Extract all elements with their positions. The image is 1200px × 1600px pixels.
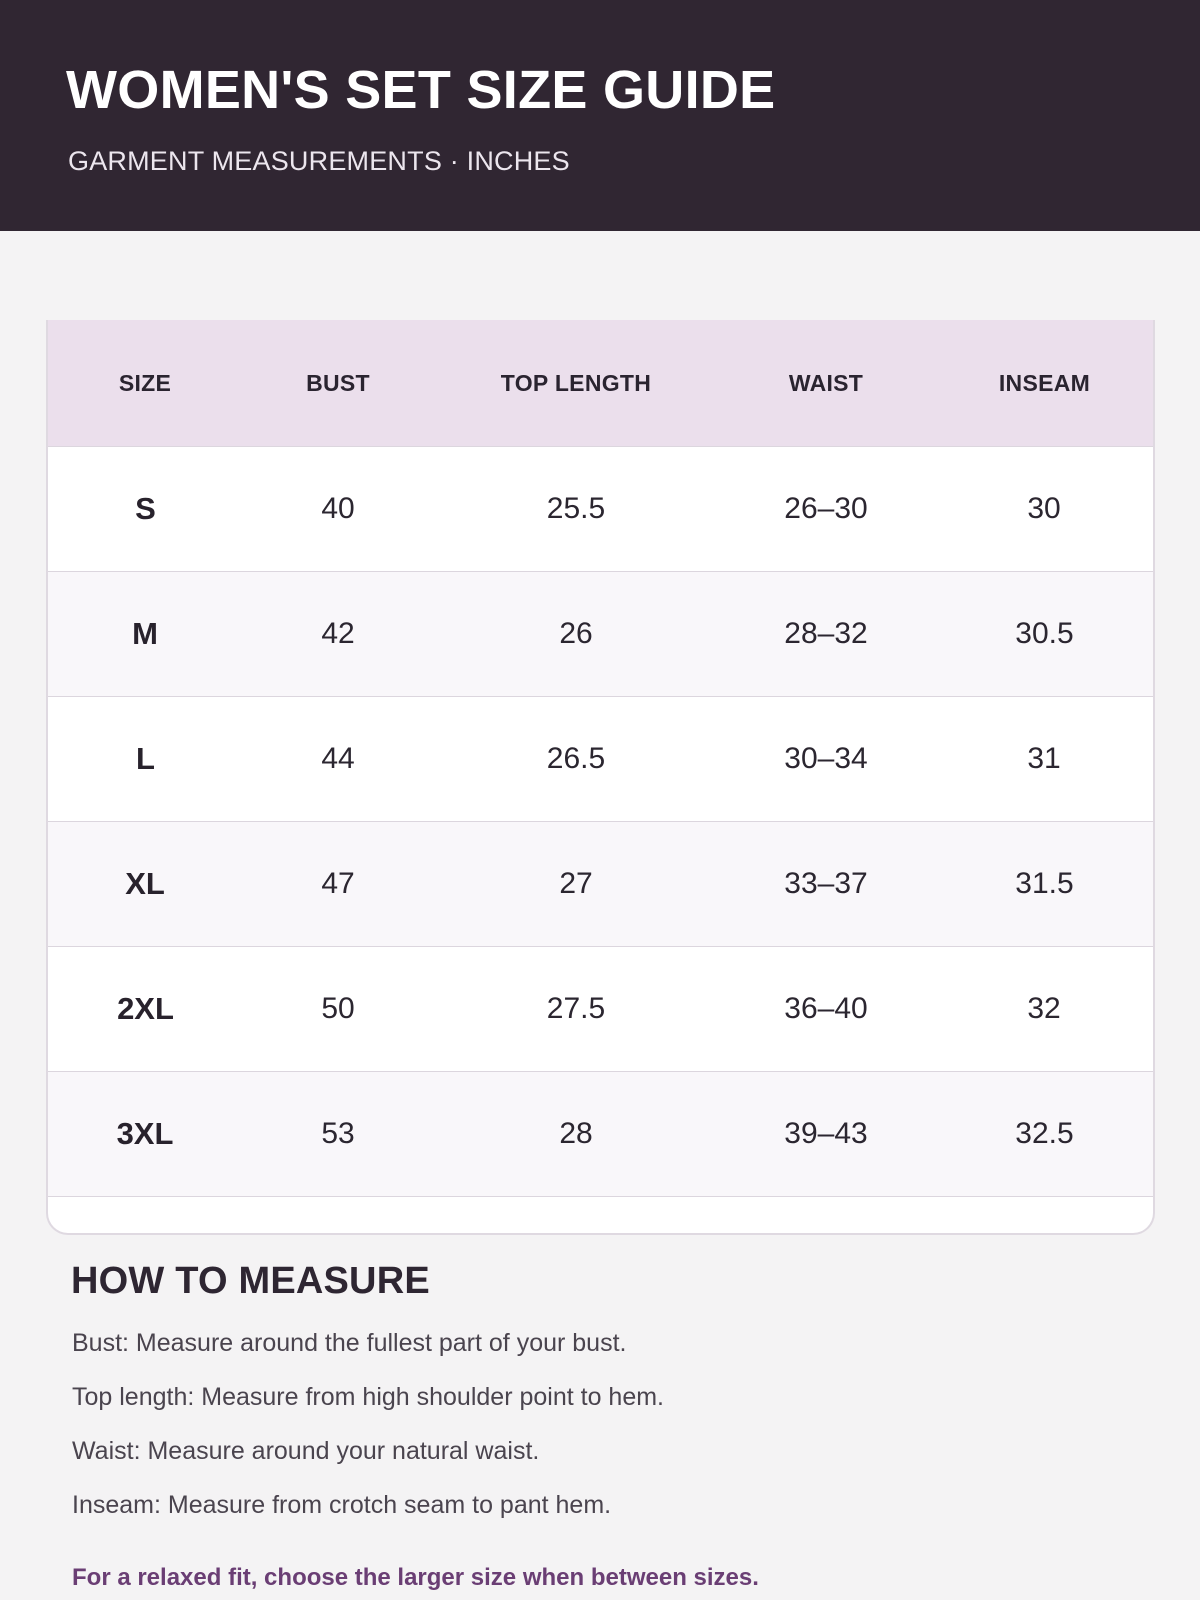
size-cell: L — [47, 697, 243, 822]
table-row — [47, 447, 1155, 572]
how-to-measure-title: HOW TO MEASURE — [71, 1260, 430, 1302]
page-header — [0, 0, 1200, 231]
table-row — [47, 572, 1155, 697]
page-subtitle: GARMENT MEASUREMENTS · INCHES — [68, 146, 570, 176]
bust-cell: 47 — [243, 822, 433, 947]
size-table-card — [46, 320, 1155, 1235]
inseam-cell: 32.5 — [933, 1072, 1155, 1197]
column-header-top-length: TOP LENGTH — [433, 320, 719, 447]
list-item: Bust: Measure around the fullest part of your bust. — [72, 1329, 627, 1357]
table-row — [47, 822, 1155, 947]
column-header-size: SIZE — [47, 320, 243, 447]
table-row — [47, 947, 1155, 1072]
fit-note: For a relaxed fit, choose the larger size when between sizes. — [72, 1564, 759, 1591]
top-length-cell: 26 — [433, 572, 719, 697]
inseam-cell: 32 — [933, 947, 1155, 1072]
size-table — [46, 320, 1155, 1197]
waist-cell: 28–32 — [719, 572, 933, 697]
bust-cell: 44 — [243, 697, 433, 822]
inseam-cell: 30.5 — [933, 572, 1155, 697]
column-header-bust: BUST — [243, 320, 433, 447]
bust-cell: 53 — [243, 1072, 433, 1197]
waist-cell: 30–34 — [719, 697, 933, 822]
column-header-inseam: INSEAM — [933, 320, 1155, 447]
inseam-cell: 31.5 — [933, 822, 1155, 947]
top-length-cell: 25.5 — [433, 447, 719, 572]
size-cell: XL — [47, 822, 243, 947]
waist-cell: 33–37 — [719, 822, 933, 947]
size-cell: S — [47, 447, 243, 572]
top-length-cell: 26.5 — [433, 697, 719, 822]
bust-cell: 42 — [243, 572, 433, 697]
size-cell: 2XL — [47, 947, 243, 1072]
page-title: WOMEN'S SET SIZE GUIDE — [66, 60, 776, 120]
waist-cell: 36–40 — [719, 947, 933, 1072]
table-row — [47, 1072, 1155, 1197]
inseam-cell: 30 — [933, 447, 1155, 572]
table-header-row — [47, 320, 1155, 447]
list-item: Top length: Measure from high shoulder point to hem. — [72, 1383, 665, 1411]
bust-cell: 50 — [243, 947, 433, 1072]
table-row — [47, 697, 1155, 822]
size-cell: M — [47, 572, 243, 697]
inseam-cell: 31 — [933, 697, 1155, 822]
waist-cell: 39–43 — [719, 1072, 933, 1197]
column-header-waist: WAIST — [719, 320, 933, 447]
size-cell: 3XL — [47, 1072, 243, 1197]
how-to-measure-section — [71, 1258, 1131, 1591]
waist-cell: 26–30 — [719, 447, 933, 572]
bust-cell: 40 — [243, 447, 433, 572]
top-length-cell: 27.5 — [433, 947, 719, 1072]
top-length-cell: 28 — [433, 1072, 719, 1197]
list-item: Inseam: Measure from crotch seam to pant hem. — [72, 1491, 612, 1519]
top-length-cell: 27 — [433, 822, 719, 947]
list-item: Waist: Measure around your natural waist. — [72, 1437, 540, 1465]
